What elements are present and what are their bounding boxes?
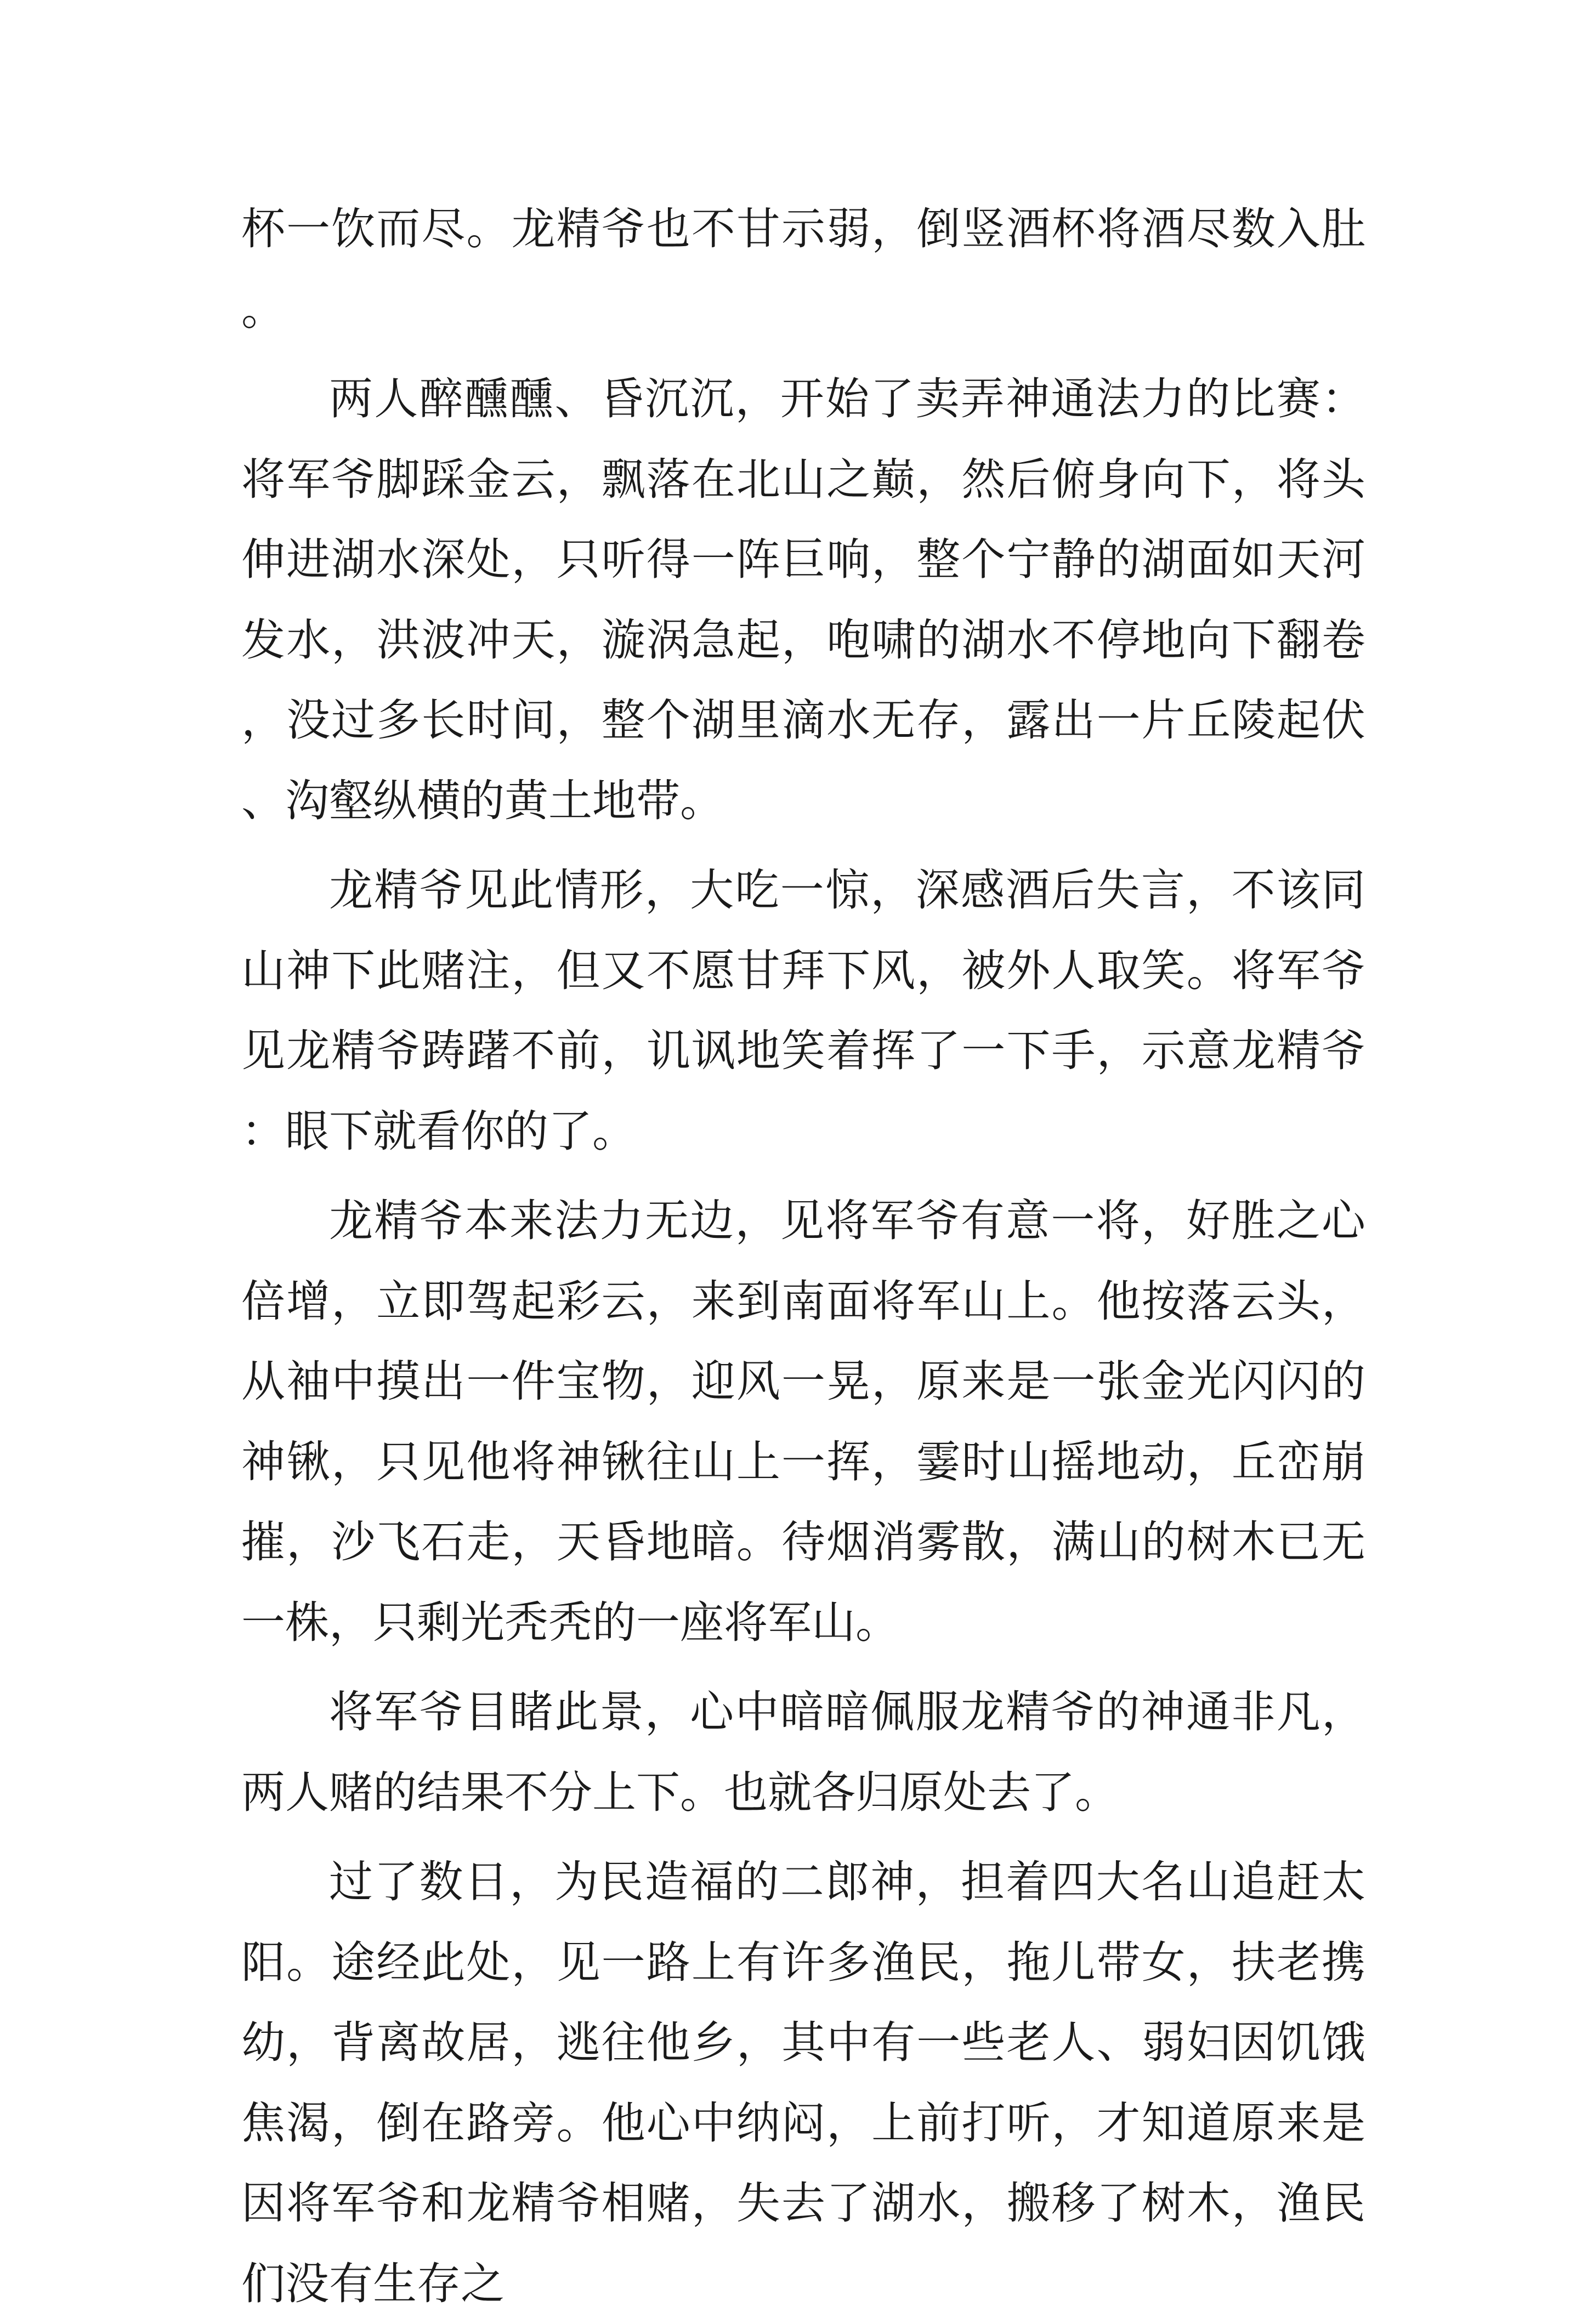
body-text (241, 189, 1365, 2324)
paragraph-5: 将军爷目睹此景，心中暗暗佩服龙精爷的神通非凡，两人赌的结果不分上下。也就各归原处去了。 (241, 1686, 1365, 1818)
paragraph-4: 龙精爷本来法力无边，见将军爷有意一将，好胜之心倍增，立即驾起彩云，来到南面将军山上。他按落云头，从袖中摸出一件宝物，迎风一晃，原来是一张金光闪闪的神锹，只见他将神锹往山上一挥，霎时山摇地动，丘峦崩摧，沙飞石走，天昏地暗。待烟消雾散，满山的树木已无一株，只剩光秃秃的一座将军山。 (241, 1195, 1365, 1648)
paragraph-3: 龙精爷见此情形，大吃一惊，深感酒后失言，不该同山神下此赌注，但又不愿甘拜下风，被外人取笑。将军爷见龙精爷踌躇不前，讥讽地笑着挥了一下手，示意龙精爷：眼下就看你的了。 (241, 865, 1365, 1157)
paragraph-1: 杯一饮而尽。龙精爷也不甘示弱，倒竖酒杯将酒尽数入肚。 (241, 203, 1365, 335)
paragraph-2: 两人醉醺醺、昏沉沉，开始了卖弄神通法力的比赛：将军爷脚踩金云，飘落在北山之巅，然后俯身向下，将头伸进湖水深处，只听得一阵巨响，整个宁静的湖面如天河发水，洪波冲天，漩涡急起，咆啸的湖水不停地向下翻卷，没过多长时间，整个湖里滴水无存，露出一片丘陵起伏、沟壑纵横的黄土地带。 (241, 373, 1365, 826)
paragraph-6: 过了数日，为民造福的二郎神，担着四大名山追赶太阳。途经此处，见一路上有许多渔民，拖儿带女，扶老携幼，背离故居，逃往他乡，其中有一些老人、弱妇因饥饿焦渴，倒在路旁。他心中纳闷，上前打听，才知道原来是因将军爷和龙精爷相赌，失去了湖水，搬移了树木，渔民们没有生存之 (241, 1856, 1365, 2309)
